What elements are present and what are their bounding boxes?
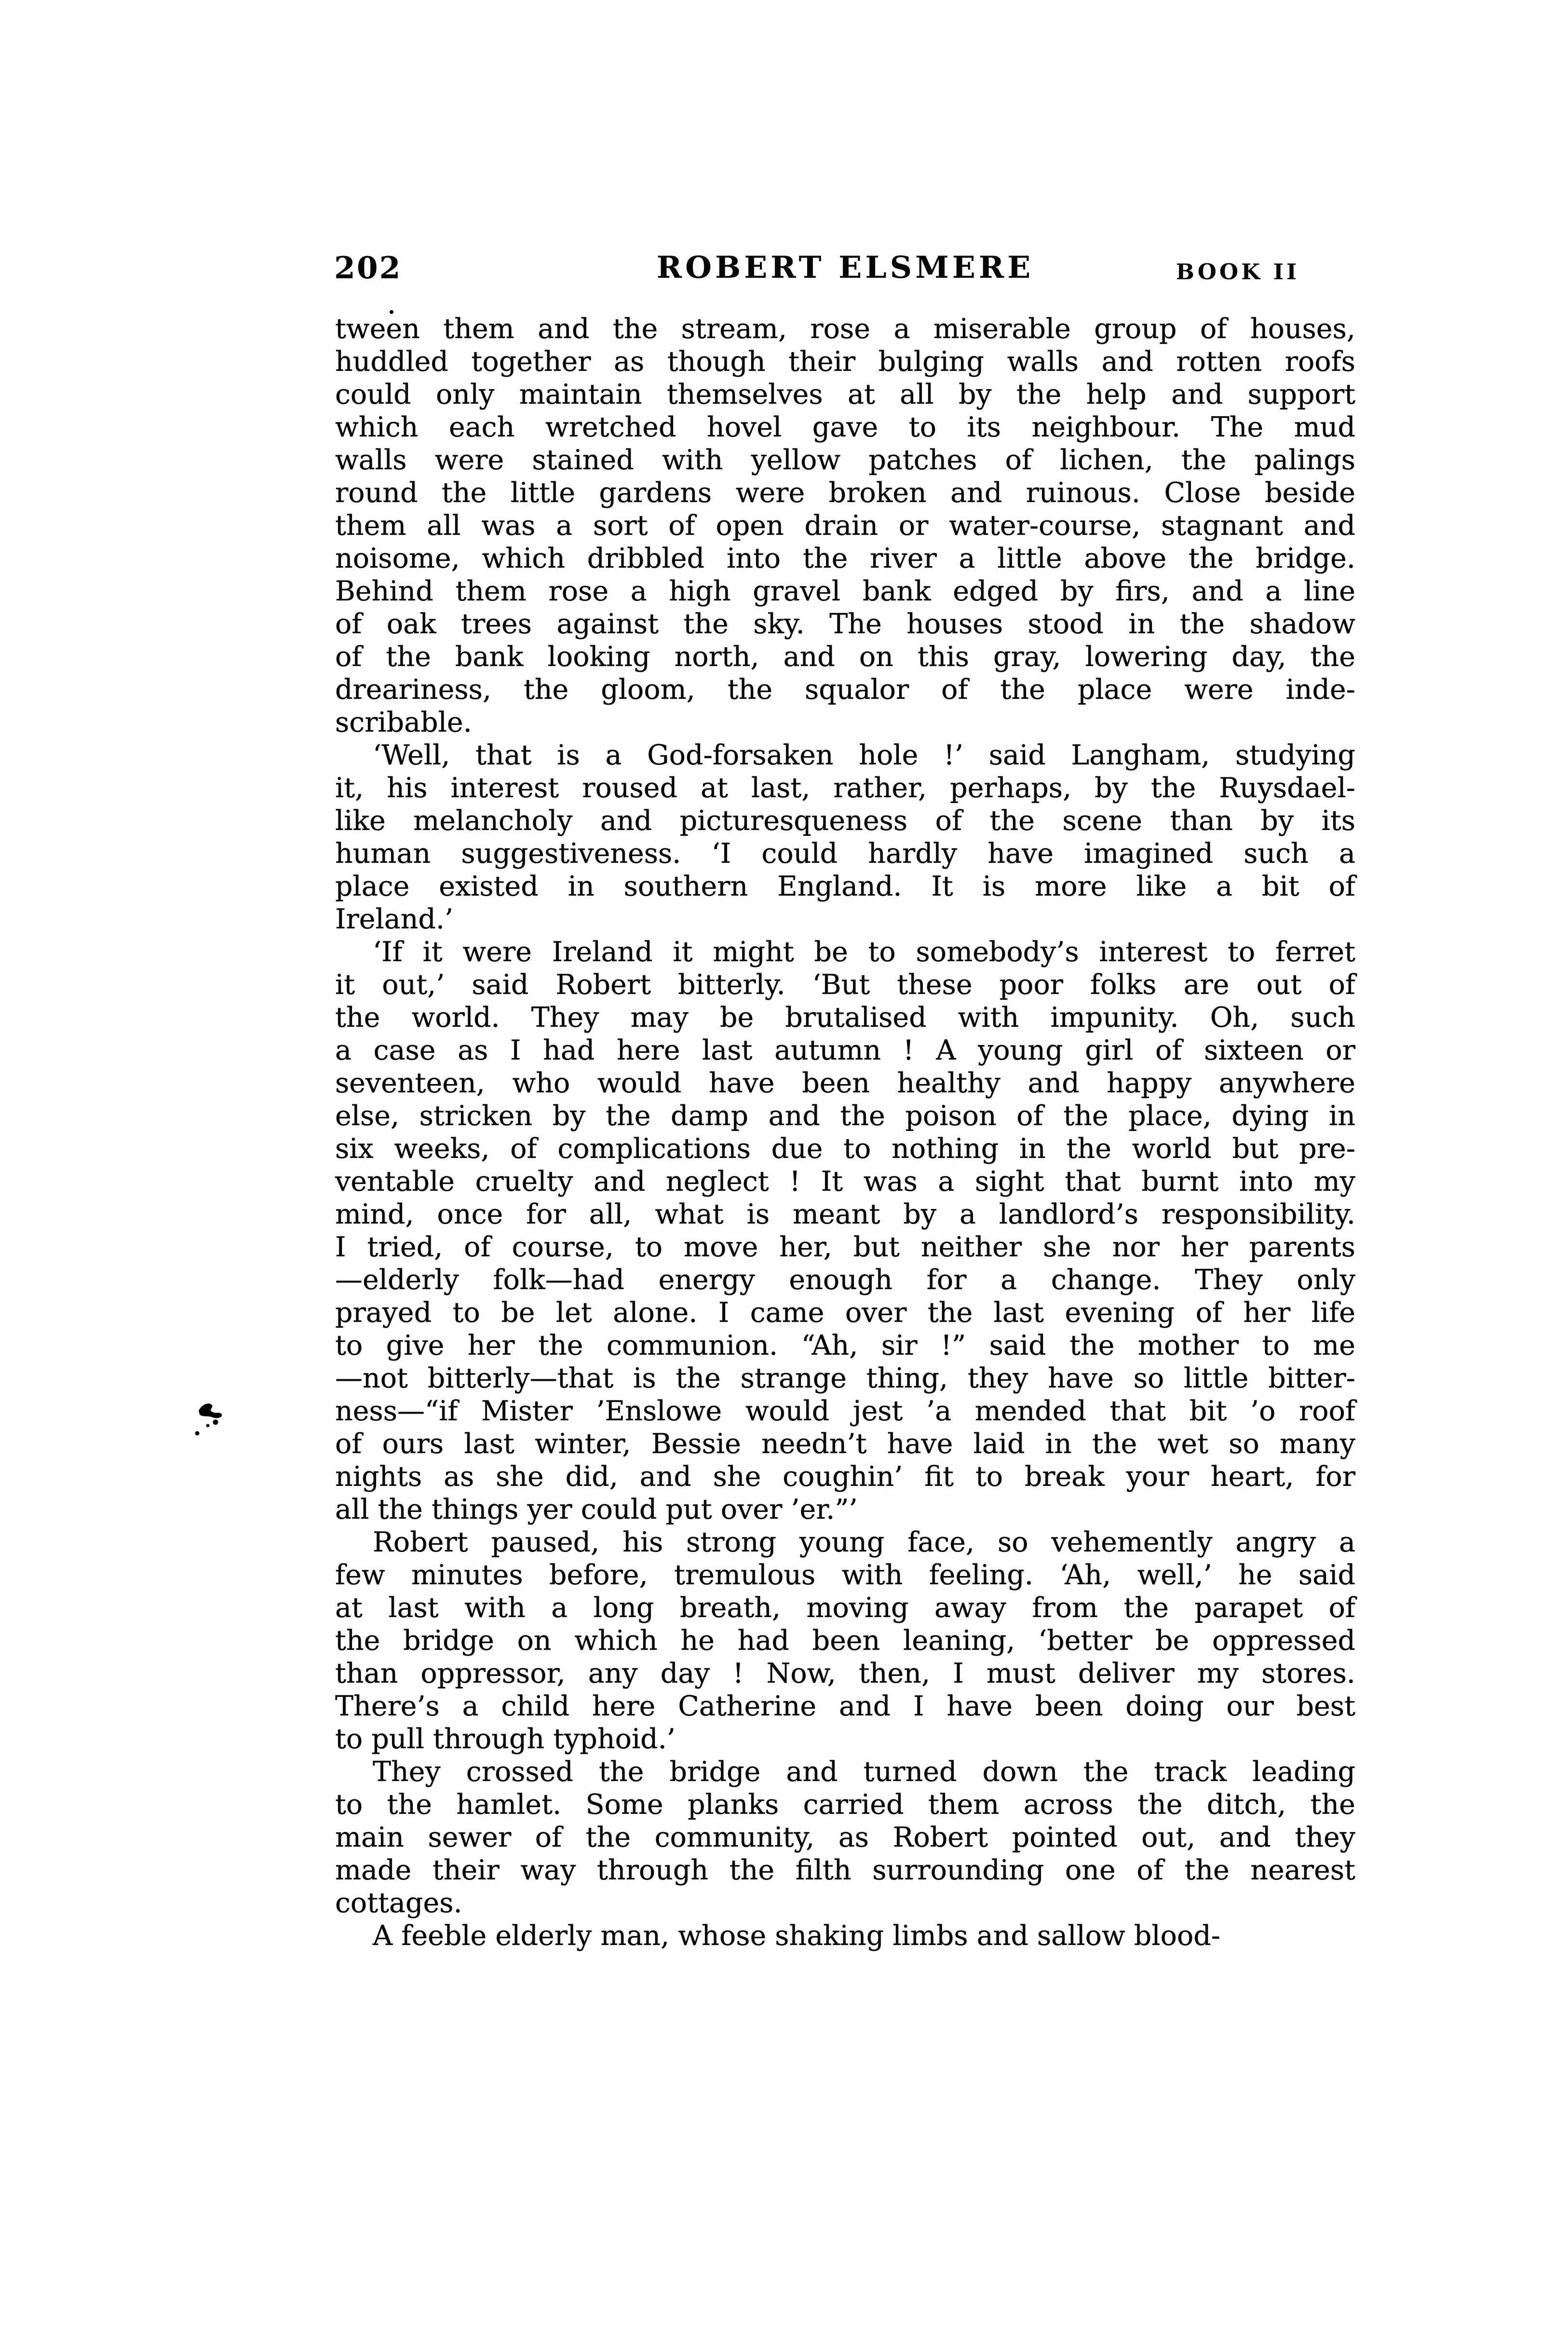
text-line: like melancholy and picturesqueness of the scene than by its [335,805,1355,837]
page-text-block [335,313,1355,1952]
text-line: a case as I had here last autumn ! A young girl of sixteen or [335,1034,1355,1066]
text-line: the bridge on which he had been leaning, ‘better be oppressed [335,1625,1355,1657]
text-line: ‘Well, that is a God-forsaken hole !’ said Langham, studying [373,739,1355,771]
book-label: BOOK II [1176,259,1299,285]
paragraph [335,1919,1355,1952]
text-line: human suggestiveness. ‘I could hardly have imagined such a [335,838,1355,870]
text-line: else, stricken by the damp and the poison of the place, dying in [335,1100,1355,1132]
text-line: the world. They may be brutalised with impunity. Oh, such [335,1002,1355,1033]
text-line: to give her the communion. “Ah, sir !” said the mother to me [335,1330,1355,1361]
text-line: to the hamlet. Some planks carried them across the ditch, the [335,1789,1355,1821]
text-line: all the things yer could put over ’er.”’ [335,1494,858,1525]
text-line: main sewer of the community, as Robert pointed out, and they [335,1822,1355,1853]
text-line: noisome, which dribbled into the river a little above the bridge. [335,543,1355,574]
text-line: round the little gardens were broken and ruinous. Close beside [335,477,1355,509]
page-number: 202 [334,250,402,286]
paragraph [335,1526,1355,1755]
text-line: seventeen, who would have been healthy and happy anywhere [335,1067,1355,1099]
text-line: them all was a sort of open drain or water-course, stagnant and [335,510,1355,542]
paragraph [335,313,1355,739]
text-line: walls were stained with yellow patches of lichen, the palings [335,444,1355,476]
text-line: —elderly folk—had energy enough for a change. They only [335,1264,1355,1296]
text-line: place existed in southern England. It is more like a bit of [335,870,1355,902]
paragraph [335,1755,1355,1919]
text-line: of the bank looking north, and on this gray, lowering day, the [335,641,1355,673]
text-line: it, his interest roused at last, rather, perhaps, by the Ruysdael- [335,772,1355,804]
text-line: mind, once for all, what is meant by a landlord’s responsibility. [335,1198,1355,1230]
text-line: at last with a long breath, moving away from the parapet of [335,1592,1355,1624]
paragraph [335,739,1355,936]
text-line: dreariness, the gloom, the squalor of the place were inde- [335,674,1355,706]
margin-ink-smudge-icon [194,1395,229,1438]
text-line: nights as she did, and she coughin’ fit to break your heart, for [335,1461,1355,1493]
text-line: Behind them rose a high gravel bank edged by firs, and a line [335,575,1355,607]
text-line: made their way through the filth surrounding one of the nearest [335,1854,1355,1886]
text-line: They crossed the bridge and turned down the track leading [373,1756,1355,1788]
text-line: cottages. [335,1887,462,1919]
text-line: A feeble elderly man, whose shaking limbs and sallow blood- [373,1920,1221,1952]
text-line: Robert paused, his strong young face, so vehemently angry a [373,1526,1355,1558]
text-line: of oak trees against the sky. The houses stood in the shadow [335,608,1355,640]
text-line: it out,’ said Robert bitterly. ‘But these poor folks are out of [335,969,1355,1001]
text-line: There’s a child here Catherine and I have been doing our best [335,1690,1355,1722]
text-line: of ours last winter, Bessie needn’t have laid in the wet so many [335,1428,1355,1460]
text-line: —not bitterly—that is the strange thing, they have so little bitter- [335,1362,1355,1394]
text-line: ‘If it were Ireland it might be to somebody’s interest to ferret [373,936,1355,968]
text-line: which each wretched hovel gave to its neighbour. The mud [335,411,1355,443]
text-line: six weeks, of complications due to nothing in the world but pre- [335,1133,1355,1165]
text-line: few minutes before, tremulous with feeling. ‘Ah, well,’ he said [335,1559,1355,1591]
text-line: ness—“if Mister ’Enslowe would jest ’a mended that bit ’o roof [335,1395,1355,1427]
text-line: scribable. [335,707,472,738]
running-title: ROBERT ELSMERE [656,249,1034,285]
text-line: huddled together as though their bulging walls and rotten roofs [335,346,1355,378]
text-line: prayed to be let alone. I came over the last evening of her life [335,1297,1355,1329]
text-line: than oppressor, any day ! Now, then, I must deliver my stores. [335,1658,1355,1689]
text-line: could only maintain themselves at all by the help and support [335,379,1355,410]
text-line: I tried, of course, to move her, but neither she nor her parents [335,1231,1355,1263]
text-line: Ireland.’ [335,903,454,935]
paragraph [335,936,1355,1526]
text-line: ventable cruelty and neglect ! It was a sight that burnt into my [335,1166,1355,1197]
text-line: tween them and the stream, rose a miserable group of houses, [335,313,1355,345]
text-line: to pull through typhoid.’ [335,1723,676,1755]
